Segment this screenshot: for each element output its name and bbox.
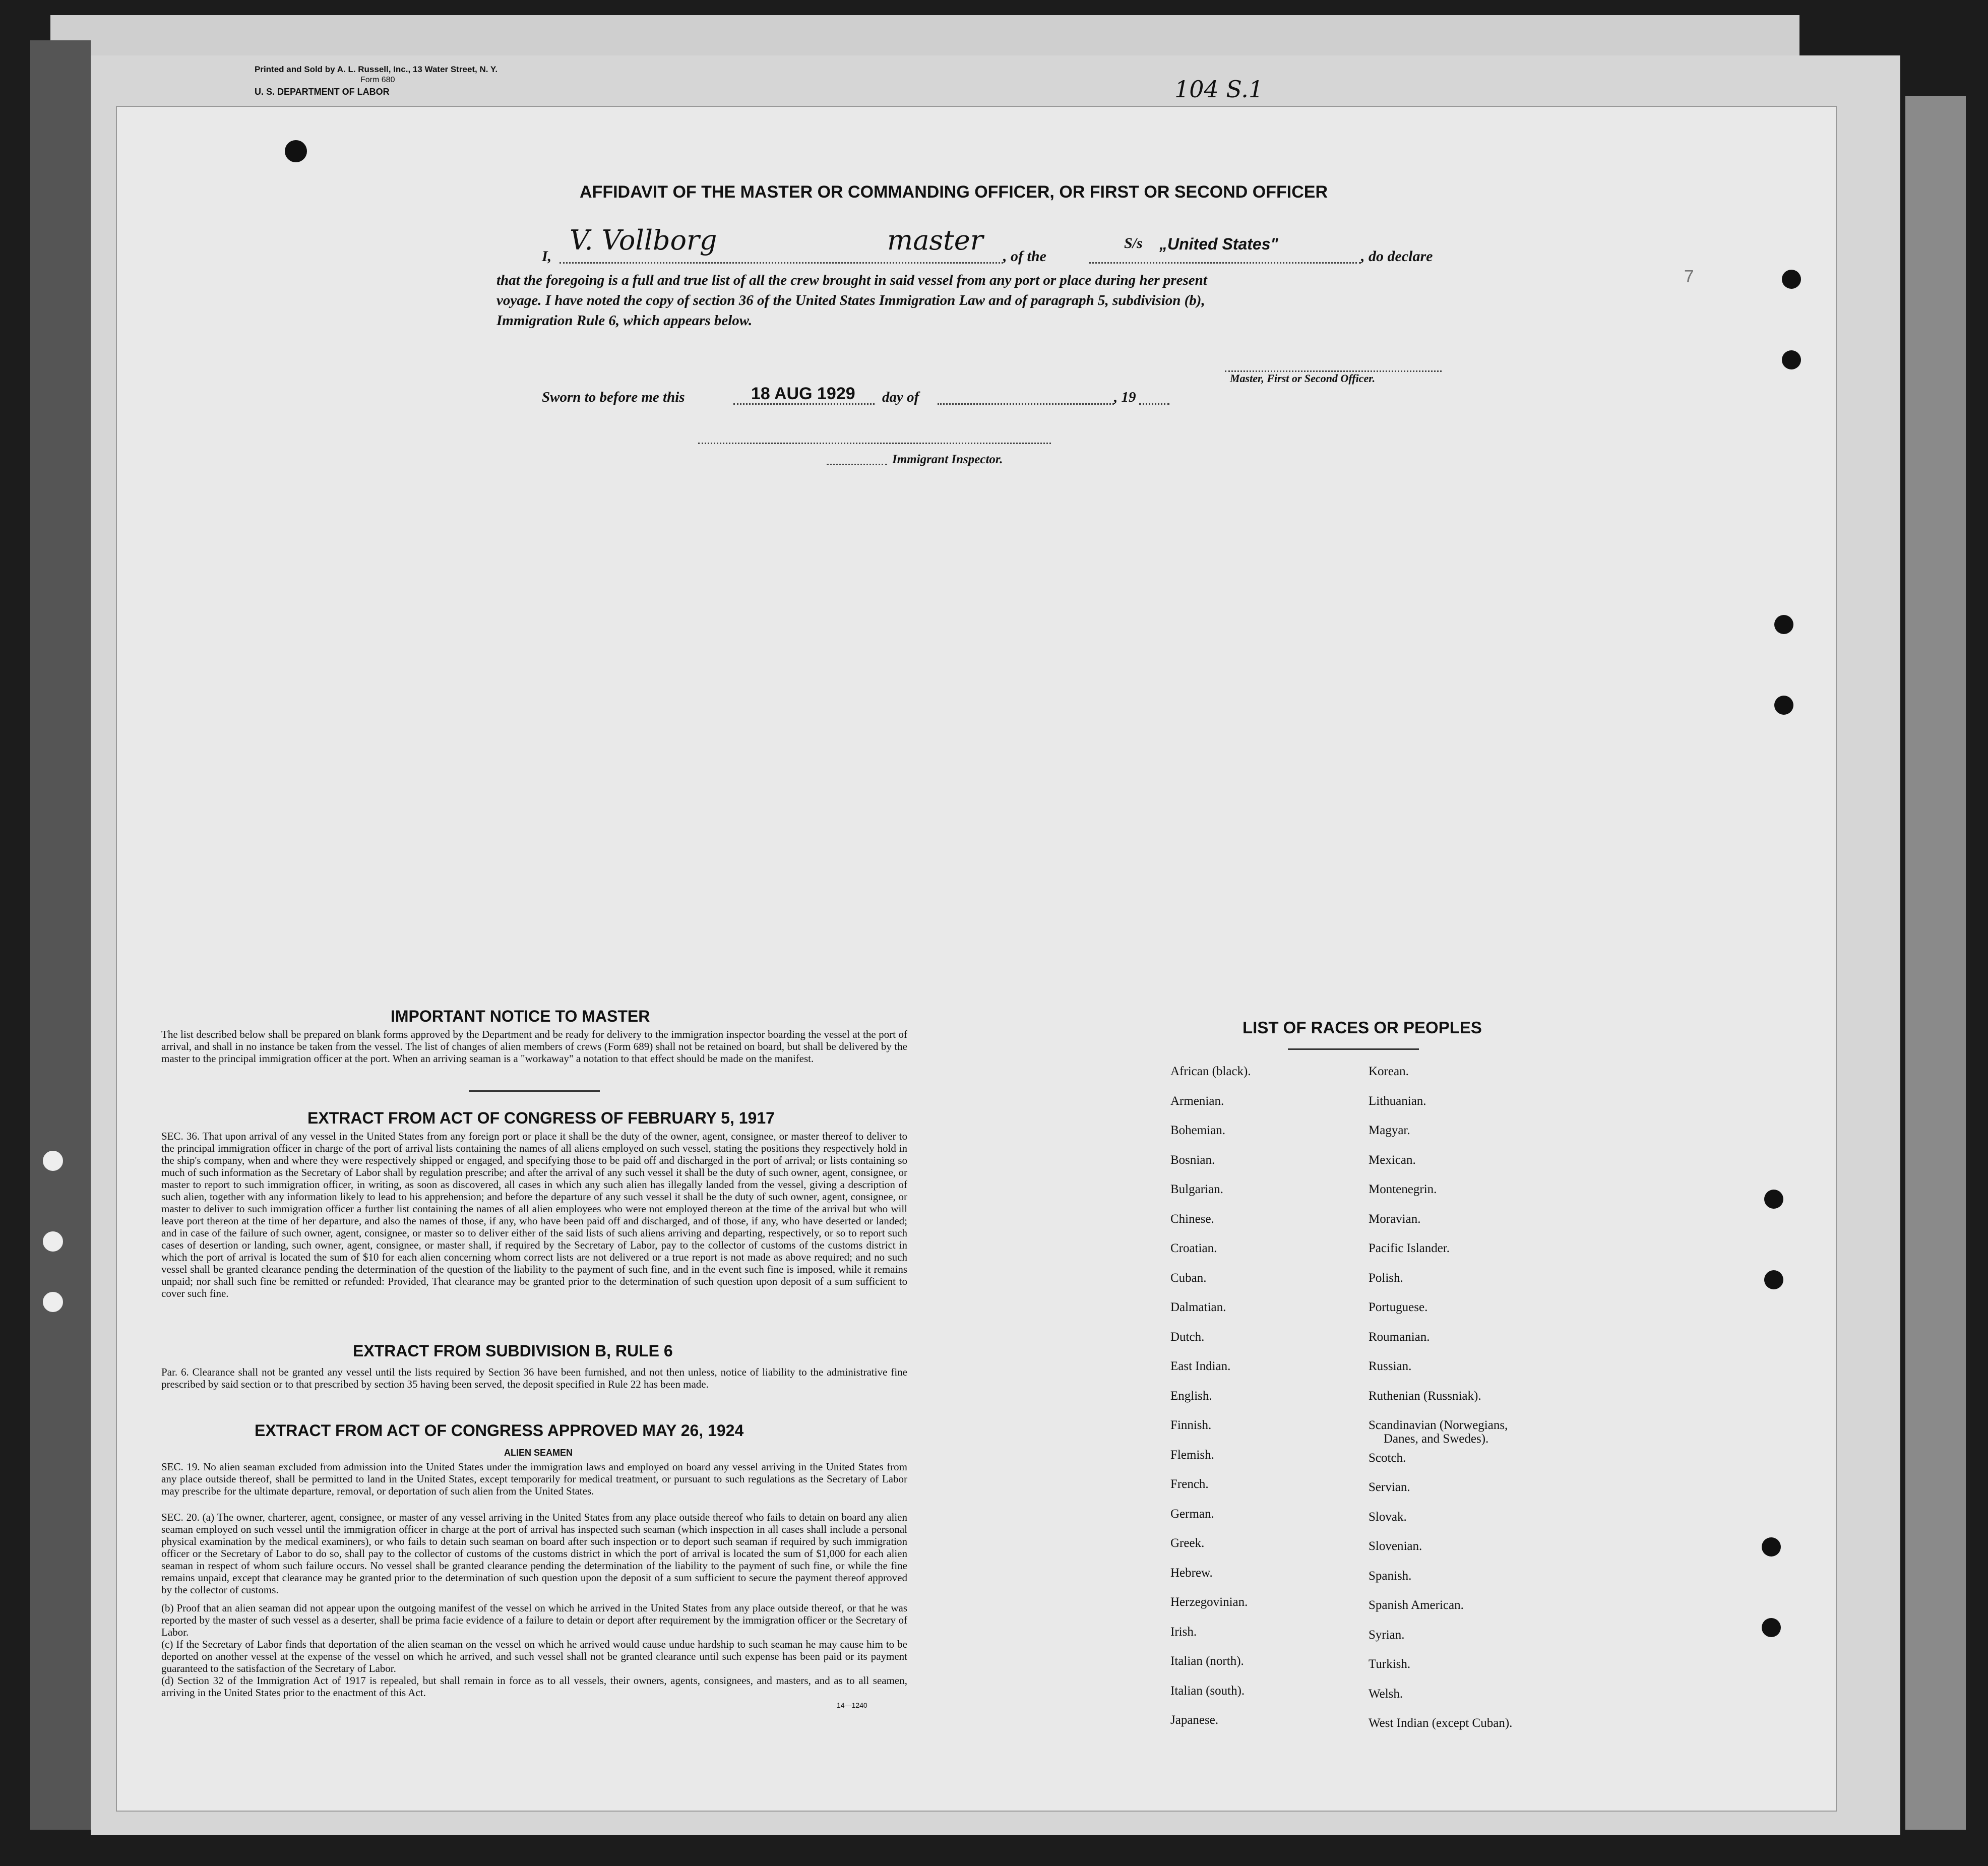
ghost-text: 7 — [1684, 267, 1695, 288]
extract-1917-text: SEC. 36. That upon arrival of any vessel in the United States from any foreign port or place it shall be the duty of the owner, agent, consignee, or master thereof to deliver to the principal immigration officer in charge of the port of arrival lists containing the names of all aliens employed on such vessel, stating the positions they respectively hold in the ship's company, when and where they were respectively shipped or engaged, and specifying those to be paid off and discharged in the port of arrival; or lists containing so much of such information as the Secretary of Labor shall by regulation prescribe; and after the arrival of any such vessel it shall be the duty of such owner, agent, consignee, or master to report to such immigration officer, in writing, as soon as discovered, all cases in which any such alien has illegally landed from the vessel, giving a description of such alien, together with any information likely to lead to his apprehension; and before the departure of any such vessel it shall be the duty of such owner, agent, consignee, or master to deliver to such immigration officer a further list containing the names of all alien employees who were not employed thereon at the time of the arrival but who will leave port thereon at the time of her departure, and also the names of those, if any, who have been paid off and discharged, and of those, if any, who have deserted or landed; and in case of the failure of such owner, agent, consignee, or master so to deliver either of the said lists of such aliens arriving and departing, respectively, or so to report such cases of desertion or landing, such owner, agent, consignee, or master shall, if required by the Secretary of Labor, pay to the collector of customs of the customs district in which the port of arrival is located the sum of $10 for each alien concerning whom correct lists are not delivered or a true report is not made as above required; and no such vessel shall be granted clearance pending the determination of the question of the liability to the payment of such fine, and in the event such fine is imposed, while it remains unpaid; nor shall such fine be remitted or refunded: Provided, That clearance may be granted prior to the determination of such question upon deposit of a sum sufficient to cover such fine. — [161, 1130, 907, 1299]
rule6-text: Par. 6. Clearance shall not be granted any vessel until the lists required by Section 36 have been furnished, and not then unless, notice of liability to the administrative fine prescribed by said section or to that prescribed by section 35 having been served, the deposit specified in Rule 22 has been made. — [161, 1366, 907, 1390]
races-divider — [1288, 1048, 1419, 1050]
race-item: Ruthenian (Russniak). — [1369, 1389, 1481, 1403]
race-item: Bulgarian. — [1170, 1183, 1223, 1196]
do-declare: , do declare — [1361, 248, 1433, 265]
extract-1917-title: EXTRACT FROM ACT OF CONGRESS OF FEBRUARY 5, 1917 — [307, 1109, 775, 1127]
year-text: , 19 — [1114, 389, 1136, 405]
race-item: Bosnian. — [1170, 1153, 1215, 1167]
race-item: Italian (south). — [1170, 1684, 1245, 1698]
punch-hole — [1764, 1190, 1783, 1209]
race-item: African (black). — [1170, 1065, 1251, 1078]
year-line — [1139, 403, 1169, 405]
race-item: East Indian. — [1170, 1359, 1231, 1373]
vessel-name: „United States" — [1159, 235, 1278, 253]
punch-hole — [1774, 696, 1793, 715]
of-the-text: , of the — [1003, 248, 1046, 265]
extract-1924-title: EXTRACT FROM ACT OF CONGRESS APPROVED MAY 26, 1924 — [255, 1421, 744, 1440]
sec20c-text: (c) If the Secretary of Labor finds that deportation of the alien seaman on the vessel on which he arrived would cause undue hardship to such seaman he may cause him to be deported on another vessel at the expense of the vessel on which he arrived, and such vessel shall not be granted clearance until such expense has been paid or its payment guaranteed to the satisfaction of the Secretary of Labor. — [161, 1638, 907, 1674]
race-item: Irish. — [1170, 1625, 1197, 1639]
race-item: Bohemian. — [1170, 1124, 1226, 1137]
right-edge-strip — [1905, 96, 1966, 1830]
punch-hole — [1782, 350, 1801, 369]
signer-signature: V. Vollborg — [570, 224, 717, 256]
race-item: German. — [1170, 1507, 1214, 1521]
race-item: Italian (north). — [1170, 1654, 1244, 1668]
race-item: Slovenian. — [1369, 1539, 1422, 1553]
sec20b-text: (b) Proof that an alien seaman did not appear upon the outgoing manifest of the vessel on which he arrived in the United States from any place outside thereof, or that he was reported by the master of such vessel as a deserter, shall be prima facie evidence of a failure to detain or deport after requirement by the immigration officer or the Secretary of Labor. — [161, 1602, 907, 1638]
seal-mark — [285, 140, 307, 162]
race-item: Spanish. — [1369, 1569, 1412, 1583]
notice-text: The list described below shall be prepared on blank forms approved by the Department and be ready for delivery to the immigration inspector boarding the vessel at the port of arrival, and shall in no instance be taken from the vessel. The list of changes of alien members of crews (Form 689) shall not be retained on board, but shall be delivered by the master to the principal immigration officer at the port. When an arriving seaman is a "workaway" a notation to that effect should be made on the manifest. — [161, 1028, 907, 1065]
top-scrawl: 104 S.1 — [1174, 76, 1264, 103]
binder-hole — [41, 1149, 65, 1172]
rank-handwriting: master — [887, 224, 983, 256]
affidavit-body-1: that the foregoing is a full and true list of all the crew brought in said vessel from any port or place during her present — [496, 272, 1207, 288]
race-item: Dalmatian. — [1170, 1300, 1226, 1314]
race-item: Flemish. — [1170, 1448, 1214, 1462]
race-item: Welsh. — [1369, 1687, 1403, 1701]
alien-seamen-subtitle: ALIEN SEAMEN — [504, 1448, 573, 1458]
affidavit-body-2: voyage. I have noted the copy of section 36 of the United States Immigration Law and of paragraph 5, subdivision (b), — [496, 292, 1205, 308]
race-item: French. — [1170, 1477, 1209, 1491]
race-item: Roumanian. — [1369, 1330, 1430, 1344]
punch-hole — [1774, 615, 1793, 634]
affidavit-i: I, — [542, 248, 552, 265]
vessel-prefix: S/s — [1124, 235, 1143, 252]
punch-hole — [1762, 1537, 1781, 1557]
binder-hole — [41, 1230, 65, 1253]
race-item: Greek. — [1170, 1536, 1205, 1550]
rule6-title: EXTRACT FROM SUBDIVISION B, RULE 6 — [353, 1342, 673, 1360]
race-item: Finnish. — [1170, 1418, 1212, 1432]
binder-hole — [41, 1290, 65, 1314]
race-item-continued: Danes, and Swedes). — [1384, 1432, 1489, 1446]
race-item: Herzegovinian. — [1170, 1595, 1248, 1609]
master-line-label: Master, First or Second Officer. — [1230, 372, 1376, 385]
race-item: Turkish. — [1369, 1657, 1411, 1671]
punch-hole — [1762, 1618, 1781, 1637]
race-item: Montenegrin. — [1369, 1183, 1437, 1196]
notice-title: IMPORTANT NOTICE TO MASTER — [391, 1007, 650, 1025]
race-item: Dutch. — [1170, 1330, 1205, 1344]
sec20d-text: (d) Section 32 of the Immigration Act of 1917 is repealed, but shall remain in force as to all vessels, their owners, agents, consignees, and masters, and as to all seamen, arriving in the United States prior to the enactment of this Act. — [161, 1674, 907, 1699]
race-item: Scandinavian (Norwegians, — [1369, 1418, 1508, 1432]
race-item: Spanish American. — [1369, 1598, 1464, 1612]
punch-hole — [1782, 270, 1801, 289]
day-of-text: day of — [882, 389, 919, 405]
race-item: Chinese. — [1170, 1212, 1214, 1226]
race-item: Slovak. — [1369, 1510, 1407, 1524]
binder-edge — [30, 40, 91, 1830]
affidavit-body-3: Immigration Rule 6, which appears below. — [496, 313, 753, 329]
race-item: Scotch. — [1369, 1451, 1406, 1465]
race-item: Hebrew. — [1170, 1566, 1213, 1580]
race-item: English. — [1170, 1389, 1212, 1403]
inspector-short-line — [827, 464, 887, 465]
punch-hole — [1764, 1270, 1783, 1289]
form-code: 14—1240 — [837, 1701, 867, 1709]
race-item: Croatian. — [1170, 1241, 1217, 1255]
department: U. S. DEPARTMENT OF LABOR — [255, 87, 390, 97]
race-item: Mexican. — [1369, 1153, 1416, 1167]
race-item: Pacific Islander. — [1369, 1241, 1450, 1255]
race-item: Cuban. — [1170, 1271, 1207, 1285]
race-item: Russian. — [1369, 1359, 1412, 1373]
signer-line — [560, 262, 1003, 264]
date-stamp: 18 AUG 1929 — [751, 384, 855, 403]
race-item: West Indian (except Cuban). — [1369, 1716, 1513, 1730]
race-item: Syrian. — [1369, 1628, 1405, 1642]
form-number: Form 680 — [360, 76, 395, 84]
month-line — [938, 403, 1114, 405]
inspector-label: Immigrant Inspector. — [892, 453, 1003, 466]
sec20a-text: SEC. 20. (a) The owner, charterer, agent, consignee, or master of any vessel arriving in the United States from any place outside thereof who fails to detain on board any alien seaman employed on such vessel until the immigration officer in charge at the port of arrival has inspected such seaman (which inspection in all cases shall include a personal physical examination by the medical examiners), or who fails to detain such seaman on board after such inspection or to deport such seaman if required by such immigration officer or the Secretary of Labor to do so, shall pay to the collector of customs of the customs district in which the port of arrival is located the sum of $1,000 for each alien seaman in respect of whom such failure occurs. No vessel shall be granted clearance pending the determination of the liability to the payment of such fine, or while the fine remains unpaid, except that clearance may be granted prior to the determination of such question upon the deposit of a sum sufficient to secure the payment thereof approved by the collector of customs. — [161, 1511, 907, 1596]
race-item: Magyar. — [1369, 1124, 1410, 1137]
inspector-signature-line — [698, 443, 1051, 444]
sworn-text: Sworn to before me this — [542, 389, 685, 405]
printer-line: Printed and Sold by A. L. Russell, Inc., 13 Water Street, N. Y. — [255, 65, 498, 74]
sec19-text: SEC. 19. No alien seaman excluded from admission into the United States under the immigration laws and employed on board any vessel arriving in the United States from any place outside thereof, shall be permitted to land in the United States, except temporarily for medical treatment, or pursuant to such regulations as the Secretary of Labor may prescribe for the ultimate departure, removal, or deportation of such alien from the United States. — [161, 1461, 907, 1497]
vessel-line — [1089, 262, 1361, 264]
races-title: LIST OF RACES OR PEOPLES — [1242, 1018, 1482, 1037]
race-item: Servian. — [1369, 1480, 1410, 1494]
race-item: Moravian. — [1369, 1212, 1421, 1226]
race-item: Japanese. — [1170, 1713, 1219, 1727]
race-item: Korean. — [1369, 1065, 1409, 1078]
race-item: Polish. — [1369, 1271, 1403, 1285]
race-item: Armenian. — [1170, 1094, 1224, 1108]
race-item: Lithuanian. — [1369, 1094, 1426, 1108]
race-item: Portuguese. — [1369, 1300, 1428, 1314]
divider — [469, 1090, 600, 1092]
affidavit-title: AFFIDAVIT OF THE MASTER OR COMMANDING OFFICER, OR FIRST OR SECOND OFFICER — [580, 182, 1328, 202]
